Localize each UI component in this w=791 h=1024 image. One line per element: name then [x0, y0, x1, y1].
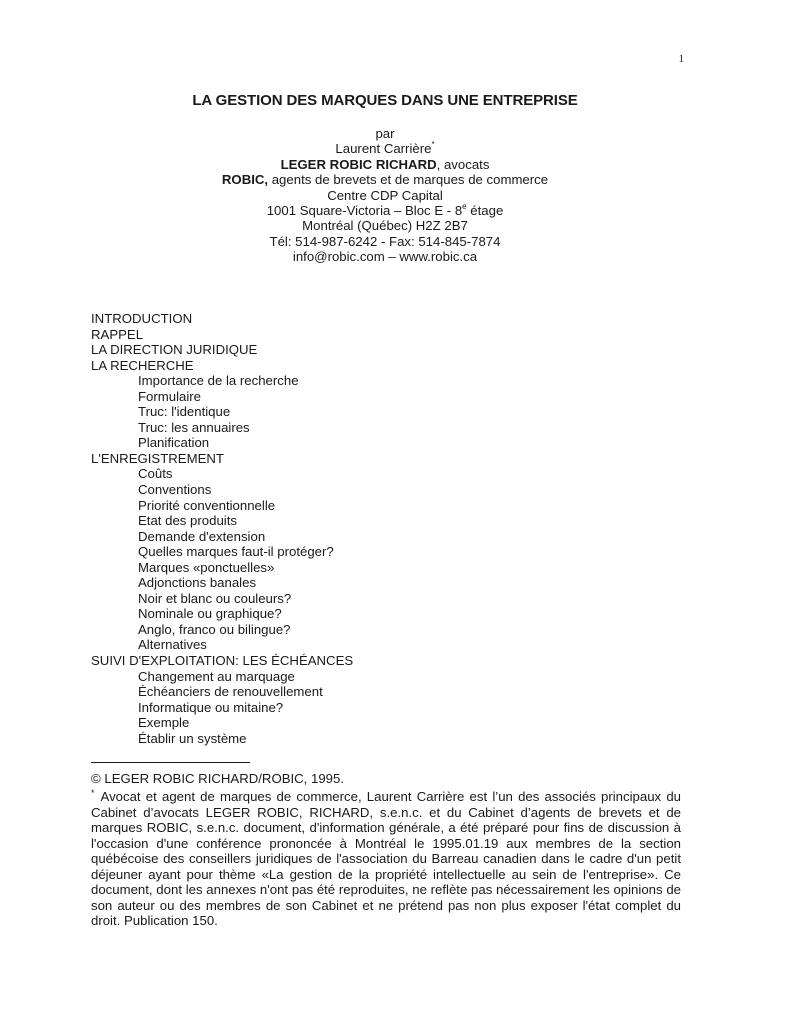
toc-subitem: Etat des produits	[138, 513, 237, 529]
toc-subitem: Formulaire	[138, 388, 202, 404]
toc-section: RAPPEL	[91, 326, 144, 342]
byline-author: Laurent Carrière	[335, 141, 432, 157]
toc-subitem: Anglo, franco ou bilingue?	[138, 621, 291, 637]
toc-subitem: Exemple	[138, 715, 190, 731]
byline-author-line	[0, 141, 770, 156]
footnote-mark: *	[91, 788, 95, 798]
toc-subitem: Informatique ou mitaine?	[138, 699, 284, 715]
toc-subitem: Demande d'extension	[138, 528, 266, 544]
toc-section: LA DIRECTION JURIDIQUE	[91, 342, 258, 358]
byline-firm-rest: , avocats	[436, 156, 490, 172]
document-title: LA GESTION DES MARQUES DANS UNE ENTREPRISE	[192, 92, 578, 109]
toc-subitem: Nominale ou graphique?	[138, 606, 282, 622]
toc-subitem: Quelles marques faut-il protéger?	[138, 544, 334, 560]
byline-street-after: étage	[466, 203, 504, 219]
toc-subitem: Marques «ponctuelles»	[138, 559, 275, 575]
toc-section: L'ENREGISTREMENT	[91, 450, 224, 466]
byline-agency-line	[0, 172, 770, 187]
toc-subitem: Établir un système	[138, 730, 247, 746]
byline-street-line	[0, 203, 770, 218]
byline-agency-rest: agents de brevets et de marques de commerce	[268, 172, 549, 188]
footnote-separator	[91, 762, 250, 763]
byline-firm-name: LEGER ROBIC RICHARD	[280, 156, 437, 172]
toc-subitem: Conventions	[138, 482, 212, 498]
byline-par: par	[375, 126, 395, 141]
toc-section: INTRODUCTION	[91, 311, 193, 326]
copyright-notice: © LEGER ROBIC RICHARD/ROBIC, 1995.	[91, 771, 345, 786]
toc-subitem: Noir et blanc ou couleurs?	[138, 590, 292, 606]
toc-section: SUIVI D'EXPLOITATION: LES ÉCHÉANCES	[91, 653, 354, 669]
toc-subitem: Truc: l'identique	[138, 404, 231, 420]
byline-firm-line	[0, 157, 770, 172]
toc-section: LA RECHERCHE	[91, 357, 194, 373]
byline-agency-name: ROBIC,	[221, 172, 269, 188]
toc-subitem: Échéanciers de renouvellement	[138, 684, 323, 700]
footnote-text: Avocat et agent de marques de commerce, Laurent Carrière est l’un des associés principaux du Cabinet d’avocats LEGER ROBIC, RICHARD, s.e.n.c. et du Cabinet d’agents de brevets et de marques ROBIC, s.e.n.c. document, d'information générale, a été préparé pour fins de discussion à l'occasion d'une conférence prononcée à Montréal le 1995.01.19 aux membres de la section québécoise des conseillers juridiques de l'association du Barreau canadien dans le cadre d'un petit déjeuner ayant pour thème «La gestion de la propriété intellectuelle au sein de l'entreprise». Ce document, dont les annexes n'ont pas été reproduites, ne reflète pas nécessairement les opinions de son auteur ou des membres de son Cabinet et ne prétend pas non plus exposer l'état complet du droit. Publication 150.	[91, 789, 681, 928]
byline-city: Montréal (Québec) H2Z 2B7	[302, 218, 468, 234]
byline-street: 1001 Square-Victoria – Bloc E - 8	[266, 203, 463, 219]
toc-subitem: Alternatives	[138, 637, 207, 653]
toc-subitem: Changement au marquage	[138, 668, 295, 684]
toc-subitem: Adjonctions banales	[138, 575, 257, 591]
toc-subitem: Importance de la recherche	[138, 373, 299, 389]
author-footnote-mark: *	[431, 140, 435, 150]
toc-subitem: Priorité conventionnelle	[138, 497, 276, 513]
byline-street-sup: e	[462, 202, 467, 212]
byline-building: Centre CDP Capital	[327, 187, 443, 203]
toc-subitem: Truc: les annuaires	[138, 419, 250, 435]
byline-contact: info@robic.com – www.robic.ca	[292, 249, 478, 265]
toc-subitem: Planification	[138, 435, 210, 451]
page-number: 1	[678, 53, 684, 65]
byline-phone: Tél: 514-987-6242 - Fax: 514-845-7874	[269, 233, 501, 249]
table-of-contents	[91, 311, 691, 746]
author-footnote	[91, 789, 681, 929]
byline-block	[0, 126, 770, 265]
toc-subitem: Coûts	[138, 466, 173, 482]
